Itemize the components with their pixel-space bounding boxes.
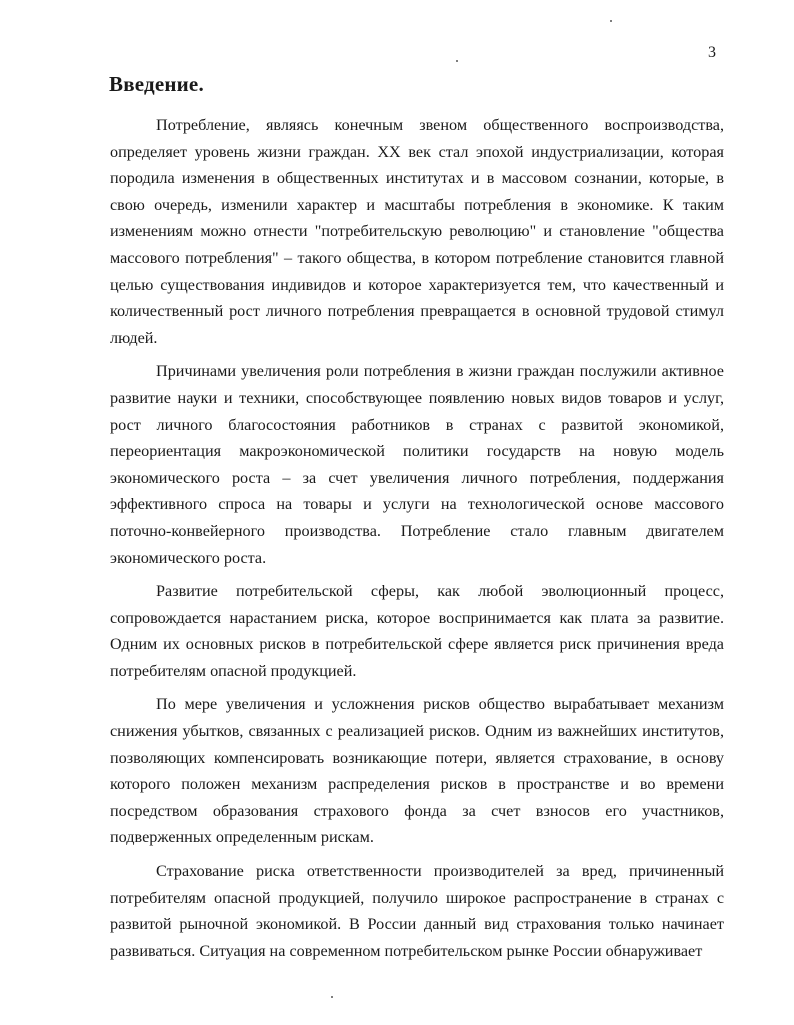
scan-speck xyxy=(331,996,333,998)
scan-speck xyxy=(456,60,458,62)
document-body xyxy=(110,112,724,971)
paragraph-3: Развитие потребительской сферы, как любой эволюционный процесс, сопровождается нарастанием риска, которое воспринимается как плата за развитие. Одним их основных рисков в потребительской сфере является риск причинения вреда потребителям опасной продукцией. xyxy=(110,582,724,680)
paragraph-1: Потребление, являясь конечным звеном общественного воспроизводства, определяет уровень жизни граждан. XX век стал эпохой индустриализации, которая породила изменения в общественных институтах и в массовом сознании, которые, в свою очередь, изменили характер и масштабы потребления в экономике. К таким изменениям можно отнести "потребительскую революцию" и становление "общества массового потребления" – такого общества, в котором потребление становится главной целью существования индивидов и которое характеризуется тем, что качественный и количественный рост личного потребления превращается в основной трудовой стимул людей. xyxy=(110,116,724,347)
scan-speck xyxy=(610,20,612,22)
page-number: 3 xyxy=(708,44,716,61)
paragraph-2: Причинами увеличения роли потребления в жизни граждан послужили активное развитие науки и техники, способствующее появлению новых видов товаров и услуг, рост личного благосостояния работников в странах с развитой экономикой, переориентация макроэкономической политики государств на новую модель экономического роста – за счет увеличения личного потребления, поддержания эффективного спроса на товары и услуги на технологической основе массового поточно-конвейерного производства. Потребление стало главным двигателем экономического роста. xyxy=(110,362,724,567)
paragraph-4: По мере увеличения и усложнения рисков общество вырабатывает механизм снижения убытков, связанных с реализацией рисков. Одним из важнейших институтов, позволяющих компенсировать возникающие потери, является страхование, в основу которого положен механизм распределения рисков в пространстве и во времени посредством образования страхового фонда за счет взносов его участников, подверженных определенным рискам. xyxy=(110,695,724,847)
paragraph-5: Страхование риска ответственности производителей за вред, причиненный потребителям опасной продукцией, получило широкое распространение в странах с развитой рыночной экономикой. В России данный вид страхования только начинает развиваться. Ситуация на современном потребительском рынке России обнаруживает xyxy=(110,862,724,960)
section-heading: Введение. xyxy=(109,72,204,96)
